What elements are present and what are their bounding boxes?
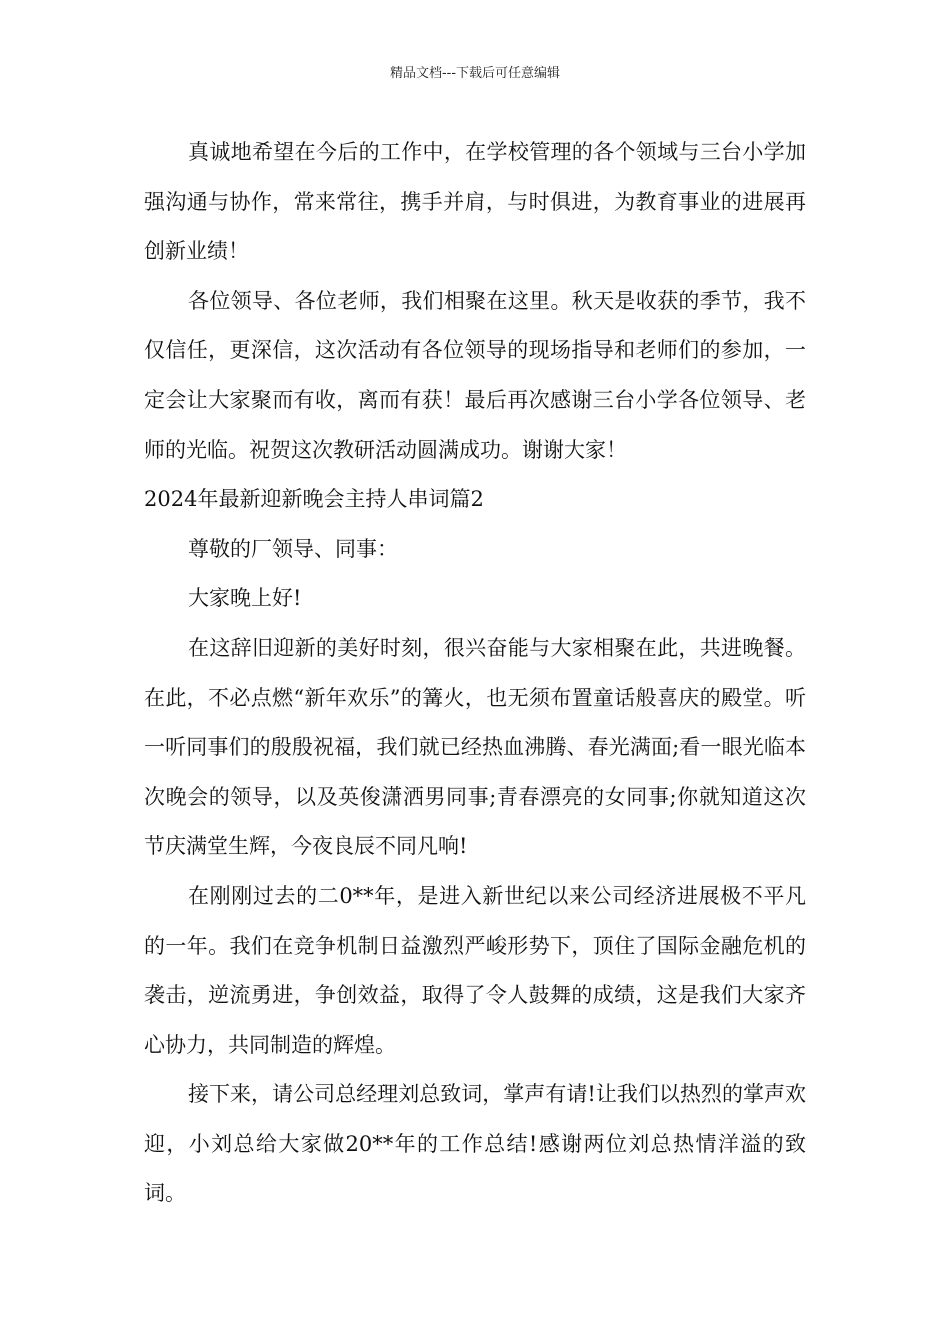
paragraph-wishes: 真诚地希望在今后的工作中，在学校管理的各个领域与三台小学加强沟通与协作，常来常往，携手并肩，与时俱进，为教育事业的进展再创新业绩！	[144, 140, 806, 264]
paragraph-new-year-opening: 在这辞旧迎新的美好时刻，很兴奋能与大家相聚在此，共进晚餐。在此，不必点燃“新年欢乐”的篝火，也无须布置童话般喜庆的殿堂。听一听同事们的殷殷祝福，我们就已经热血沸腾、春光满面;看一眼光临本次晚会的领导，以及英俊潇洒男同事;青春漂亮的女同事;你就知道这次节庆满堂生辉，今夜良辰不同凡响!	[144, 635, 806, 859]
paragraph-salutation: 尊敬的厂领导、同事：	[188, 536, 398, 561]
paragraph-year-review: 在刚刚过去的二0**年，是进入新世纪以来公司经济进展极不平凡的一年。我们在竞争机制日益激烈严峻形势下，顶住了国际金融危机的袭击，逆流勇进，争创效益，取得了令人鼓舞的成绩，这是我们大家齐心协力，共同制造的辉煌。	[144, 883, 806, 1057]
section-heading: 2024年最新迎新晚会主持人串词篇2	[144, 487, 484, 512]
paragraph-greeting: 大家晚上好!	[188, 586, 302, 611]
paragraph-closing-thanks: 各位领导、各位老师，我们相聚在这里。秋天是收获的季节，我不仅信任，更深信，这次活动有各位领导的现场指导和老师们的参加，一定会让大家聚而有收，离而有获！最后再次感谢三台小学各位领导、老师的光临。祝贺这次教研活动圆满成功。谢谢大家！	[144, 288, 806, 462]
page-header: 精品文档---下载后可任意编辑	[389, 66, 561, 81]
paragraph-speech-introduction: 接下来，请公司总经理刘总致词，掌声有请!让我们以热烈的掌声欢迎，小刘总给大家做20**年的工作总结!感谢两位刘总热情洋溢的致词。	[144, 1082, 806, 1206]
document-body	[144, 128, 806, 1219]
